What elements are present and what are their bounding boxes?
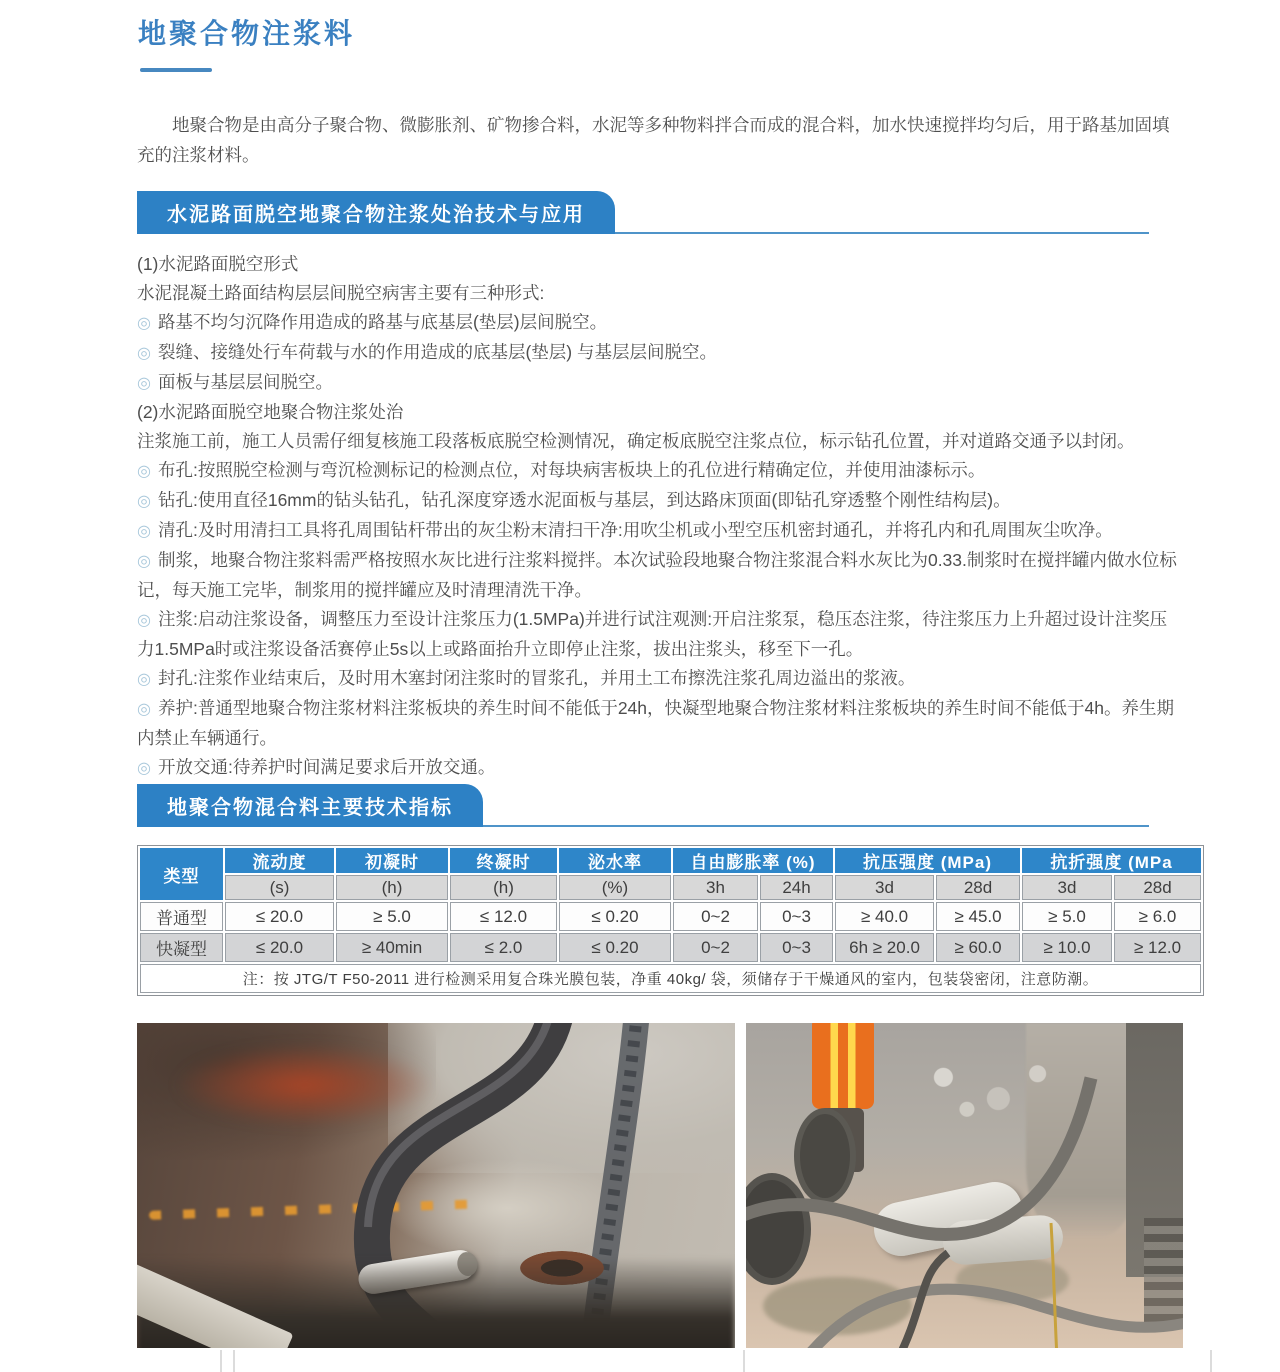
- paragraph-text: 布孔:按照脱空检测与弯沉检测标记的检测点位，对每块病害板块上的孔位进行精确定位，并使用油漆标示。: [157, 460, 986, 480]
- body-paragraph: [137, 664, 1183, 694]
- spec-table: [137, 845, 1204, 996]
- body-paragraph: [137, 250, 1183, 279]
- section-2-header-row: [137, 789, 1183, 827]
- bullet-icon: ◎: [137, 375, 151, 392]
- paragraph-text: (2)水泥路面脱空地聚合物注浆处治: [137, 402, 404, 422]
- photo-grouting-hose: [137, 1023, 735, 1348]
- table-data-cell: 0~3: [760, 902, 833, 931]
- table-data-cell: ≥ 10.0: [1022, 933, 1112, 962]
- intro-paragraph: 地聚合物是由高分子聚合物、微膨胀剂、矿物掺合料，水泥等多种物料拌合而成的混合料，加水快速搅拌均匀后，用于路基加固填充的注浆材料。: [137, 115, 1170, 165]
- body-paragraph: [137, 338, 1183, 368]
- table-header-cell: 类型: [140, 848, 223, 900]
- table-data-cell: 6h ≥ 20.0: [835, 933, 934, 962]
- table-unit-cell: 28d: [1114, 875, 1201, 900]
- table-header-cell: 自由膨胀率 (%): [673, 848, 833, 873]
- paragraph-text: 开放交通:待养护时间满足要求后开放交通。: [157, 757, 496, 777]
- spec-table-wrap: [137, 845, 1183, 996]
- table-unit-cell: 3h: [673, 875, 758, 900]
- paragraph-text: (1)水泥路面脱空形式: [137, 254, 299, 274]
- bullet-icon: ◎: [137, 463, 151, 480]
- paragraph-text: 裂缝、接缝处行车荷载与水的作用造成的底基层(垫层) 与基层层间脱空。: [157, 342, 717, 362]
- photo-grouting-worksite: [746, 1023, 1183, 1348]
- bullet-icon: ◎: [137, 493, 151, 510]
- table-unit-cell: (h): [336, 875, 448, 900]
- bullet-icon: ◎: [137, 345, 151, 362]
- body-paragraph: [137, 753, 1183, 783]
- body-paragraph: [137, 427, 1183, 456]
- table-header-cell: 抗压强度 (MPa): [835, 848, 1020, 873]
- bullet-icon: ◎: [137, 671, 151, 688]
- body-paragraph: [137, 605, 1183, 664]
- table-data-cell: ≤ 12.0: [450, 902, 557, 931]
- body-paragraph: [137, 456, 1183, 486]
- table-data-cell: 0~2: [673, 902, 758, 931]
- page-title: 地聚合物注浆料: [138, 18, 356, 49]
- bullet-icon: ◎: [137, 760, 151, 777]
- table-data-cell: ≥ 6.0: [1114, 902, 1201, 931]
- paragraph-text: 注浆:启动注浆设备，调整压力至设计注浆压力(1.5MPa)并进行试注观测:开启注浆泵，稳压态注浆，待注浆压力上升超过设计注奖压力1.5MPa时或注浆设备活赛停止5s以上或路面抬升立即停止注浆，拔出注浆头，移至下一孔。: [137, 609, 1168, 659]
- body-paragraph: [137, 516, 1183, 546]
- paragraph-text: 制浆，地聚合物注浆料需严格按照水灰比进行注浆料搅拌。本次试验段地聚合物注浆混合料水灰比为0.33.制浆时在搅拌罐内做水位标记，每天施工完毕，制浆用的搅拌罐应及时清理清洗干净。: [137, 550, 1177, 600]
- table-note: 注：按 JTG/T F50-2011 进行检测采用复合珠光膜包装，净重 40kg/ 袋，须储存于干燥通风的室内，包装袋密闭，注意防潮。: [140, 964, 1201, 993]
- table-unit-cell: 24h: [760, 875, 833, 900]
- paragraph-text: 路基不均匀沉降作用造成的路基与底基层(垫层)层间脱空。: [157, 312, 608, 332]
- section-2-heading: 地聚合物混合料主要技术指标: [137, 784, 483, 827]
- next-page-peek: [1210, 1350, 1212, 1372]
- bullet-icon: ◎: [137, 612, 151, 629]
- table-unit-cell: 3d: [1022, 875, 1112, 900]
- table-data-cell: ≥ 5.0: [1022, 902, 1112, 931]
- table-data-cell: ≥ 5.0: [336, 902, 448, 931]
- paragraph-text: 注浆施工前，施工人员需仔细复核施工段落板底脱空检测情况，确定板底脱空注浆点位，标示钻孔位置，并对道路交通予以封闭。: [137, 431, 1135, 451]
- table-header-cell: 终凝时: [450, 848, 557, 873]
- hoses-illustration: [746, 1023, 1183, 1348]
- body-paragraph: [137, 546, 1183, 605]
- body-paragraph: [137, 308, 1183, 338]
- table-data-cell: ≤ 0.20: [559, 902, 671, 931]
- table-header-cell: 泌水率: [559, 848, 671, 873]
- table-header-cell: 初凝时: [336, 848, 448, 873]
- paragraph-text: 水泥混凝土路面结构层层间脱空病害主要有三种形式:: [137, 283, 545, 303]
- table-data-cell: ≥ 40.0: [835, 902, 934, 931]
- paragraph-text: 养护:普通型地聚合物注浆材料注浆板块的养生时间不能低于24h，快凝型地聚合物注浆材料注浆板块的养生时间不能低于4h。养生期内禁止车辆通行。: [137, 698, 1174, 748]
- table-data-cell: ≥ 60.0: [936, 933, 1020, 962]
- body-paragraph: [137, 279, 1183, 308]
- section-1-header-row: [137, 196, 1183, 234]
- table-type-cell: 普通型: [140, 902, 223, 931]
- paragraph-text: 封孔:注浆作业结束后，及时用木塞封闭注浆时的冒浆孔，并用土工布擦洗注浆孔周边溢出的浆液。: [157, 668, 916, 688]
- next-page-peek: [233, 1350, 235, 1372]
- paragraph-text: 清孔:及时用清扫工具将孔周围钻杆带出的灰尘粉末清扫干净:用吹尘机或小型空压机密封通孔，并将孔内和孔周围灰尘吹净。: [157, 520, 1113, 540]
- table-unit-cell: 3d: [835, 875, 934, 900]
- title-underline: [140, 68, 212, 72]
- body-paragraph: [137, 398, 1183, 427]
- table-data-cell: ≤ 0.20: [559, 933, 671, 962]
- paragraph-text: 钻孔:使用直径16mm的钻头钻孔，钻孔深度穿透水泥面板与基层，到达路床顶面(即钻孔穿透整个刚性结构层)。: [157, 490, 1011, 510]
- table-header-cell: 流动度: [225, 848, 334, 873]
- table-unit-cell: 28d: [936, 875, 1020, 900]
- next-page-peek: [743, 1350, 745, 1372]
- next-page-peek: [220, 1350, 222, 1372]
- table-data-cell: ≤ 2.0: [450, 933, 557, 962]
- table-data-cell: ≥ 45.0: [936, 902, 1020, 931]
- bullet-icon: ◎: [137, 523, 151, 540]
- table-data-cell: ≥ 12.0: [1114, 933, 1201, 962]
- table-header-cell: 抗折强度 (MPa: [1022, 848, 1201, 873]
- table-type-cell: 快凝型: [140, 933, 223, 962]
- body-paragraph: [137, 368, 1183, 398]
- table-data-cell: ≥ 40min: [336, 933, 448, 962]
- body-paragraph: [137, 694, 1183, 753]
- table-data-cell: 0~3: [760, 933, 833, 962]
- bullet-icon: ◎: [137, 701, 151, 718]
- table-data-cell: ≤ 20.0: [225, 902, 334, 931]
- table-data-cell: 0~2: [673, 933, 758, 962]
- bullet-icon: ◎: [137, 553, 151, 570]
- section-1-body: [137, 250, 1183, 783]
- paragraph-text: 面板与基层层间脱空。: [157, 372, 333, 392]
- table-unit-cell: (s): [225, 875, 334, 900]
- table-unit-cell: (h): [450, 875, 557, 900]
- table-unit-cell: (%): [559, 875, 671, 900]
- bullet-icon: ◎: [137, 315, 151, 332]
- body-paragraph: [137, 486, 1183, 516]
- table-data-cell: ≤ 20.0: [225, 933, 334, 962]
- section-1-heading: 水泥路面脱空地聚合物注浆处治技术与应用: [137, 191, 615, 234]
